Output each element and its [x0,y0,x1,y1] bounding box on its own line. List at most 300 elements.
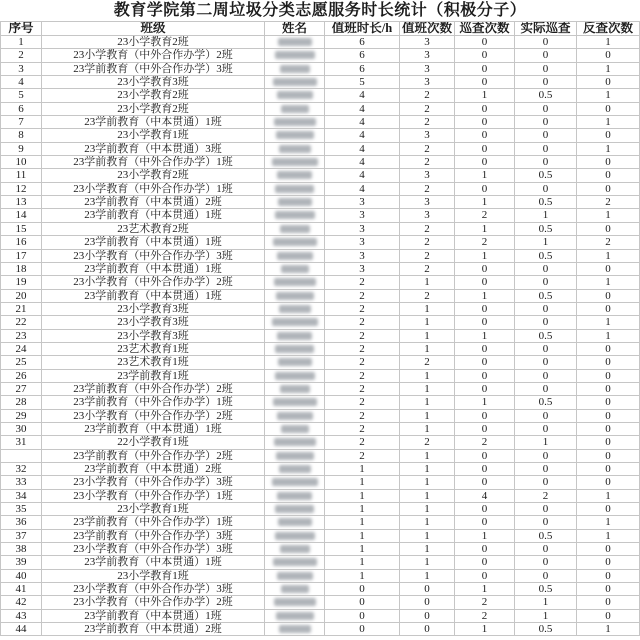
duty-hours-cell: 1 [325,476,400,489]
duty-count-cell: 2 [400,356,455,369]
class-cell: 23学前教育（中外合作办学）1班 [42,516,265,529]
recheck-count-cell: 0 [577,356,640,369]
recheck-count-cell: 1 [577,330,640,343]
table-row [0,543,640,556]
class-cell: 23学前教育（中外合作办学）3班 [42,530,265,543]
table-row [0,143,640,156]
class-cell: 23学前教育（中外合作办学）1班 [42,396,265,409]
duty-count-cell: 1 [400,423,455,436]
patrol-count-cell: 1 [455,250,515,263]
patrol-count-cell: 0 [455,343,515,356]
row-index-cell: 28 [0,396,42,409]
name-cell [265,556,325,569]
row-index-cell: 34 [0,490,42,503]
actual-patrol-cell: 2 [515,490,577,503]
class-cell: 23学前教育（中本贯通）2班 [42,196,265,209]
patrol-count-cell: 2 [455,596,515,609]
duty-hours-cell: 2 [325,330,400,343]
row-index-cell: 35 [0,503,42,516]
patrol-count-cell: 0 [455,570,515,583]
row-index-cell: 2 [0,49,42,62]
duty-hours-cell: 2 [325,396,400,409]
row-index-cell: 31 [0,436,42,449]
recheck-count-cell: 0 [577,49,640,62]
name-cell [265,36,325,49]
row-index-cell: 42 [0,596,42,609]
patrol-count-cell: 0 [455,476,515,489]
table-row [0,596,640,609]
patrol-count-cell: 1 [455,290,515,303]
table-body [0,36,640,636]
redacted-name [279,465,311,473]
row-index-cell: 8 [0,129,42,142]
redacted-name [280,545,310,553]
redacted-name [280,385,310,393]
redacted-name [272,318,318,326]
duty-count-cell: 1 [400,476,455,489]
name-cell [265,343,325,356]
duty-hours-cell: 3 [325,196,400,209]
patrol-count-cell: 1 [455,623,515,636]
class-cell: 23艺术教育1班 [42,356,265,369]
redacted-name [277,572,313,580]
row-index-cell: 12 [0,183,42,196]
actual-patrol-cell: 0 [515,423,577,436]
row-index-cell: 15 [0,223,42,236]
redacted-name [274,118,316,126]
recheck-count-cell: 0 [577,156,640,169]
actual-patrol-cell: 0 [515,263,577,276]
name-cell [265,276,325,289]
row-index-cell: 41 [0,583,42,596]
table-row [0,183,640,196]
row-index-cell [0,450,42,463]
actual-patrol-cell: 1 [515,436,577,449]
actual-patrol-cell: 1 [515,209,577,222]
patrol-count-cell: 0 [455,543,515,556]
redacted-name [275,185,314,193]
duty-count-cell: 3 [400,129,455,142]
patrol-count-cell: 0 [455,156,515,169]
recheck-count-cell: 0 [577,450,640,463]
class-cell: 23小学教育（中外合作办学）3班 [42,476,265,489]
name-cell [265,250,325,263]
row-index-cell: 16 [0,236,42,249]
row-index-cell: 25 [0,356,42,369]
row-index-cell: 10 [0,156,42,169]
duty-hours-cell: 4 [325,143,400,156]
table-row [0,250,640,263]
row-index-cell: 7 [0,116,42,129]
name-cell [265,236,325,249]
recheck-count-cell: 2 [577,196,640,209]
redacted-name [273,398,317,406]
row-index-cell: 4 [0,76,42,89]
duty-hours-cell: 2 [325,450,400,463]
duty-count-cell: 3 [400,169,455,182]
actual-patrol-cell: 0 [515,129,577,142]
table-row [0,503,640,516]
patrol-count-cell: 0 [455,116,515,129]
recheck-count-cell: 0 [577,169,640,182]
duty-count-cell: 3 [400,196,455,209]
duty-hours-cell: 0 [325,596,400,609]
actual-patrol-cell: 0 [515,570,577,583]
actual-patrol-cell: 0.5 [515,530,577,543]
recheck-count-cell: 0 [577,370,640,383]
recheck-count-cell: 0 [577,476,640,489]
table-row [0,490,640,503]
header-duty-hours: 值班时长/h [325,21,400,36]
name-cell [265,63,325,76]
name-cell [265,103,325,116]
recheck-count-cell: 0 [577,570,640,583]
recheck-count-cell: 0 [577,343,640,356]
duty-count-cell: 0 [400,623,455,636]
recheck-count-cell: 0 [577,103,640,116]
duty-hours-cell: 1 [325,556,400,569]
table-row [0,36,640,49]
row-index-cell: 9 [0,143,42,156]
table-row [0,209,640,222]
row-index-cell: 27 [0,383,42,396]
duty-count-cell: 1 [400,463,455,476]
duty-hours-cell: 2 [325,383,400,396]
class-cell: 23小学教育1班 [42,129,265,142]
recheck-count-cell: 0 [577,383,640,396]
duty-count-cell: 2 [400,103,455,116]
recheck-count-cell: 1 [577,276,640,289]
patrol-count-cell: 4 [455,490,515,503]
patrol-count-cell: 0 [455,36,515,49]
row-index-cell: 44 [0,623,42,636]
redacted-name [273,238,317,246]
actual-patrol-cell: 0.5 [515,250,577,263]
row-index-cell: 23 [0,330,42,343]
duty-hours-cell: 1 [325,570,400,583]
recheck-count-cell: 0 [577,610,640,623]
table-row [0,49,640,62]
table-header-row [0,21,640,36]
duty-count-cell: 0 [400,583,455,596]
redacted-name [276,131,314,139]
redacted-name [272,478,318,486]
table-row [0,169,640,182]
redacted-name [278,198,312,206]
row-index-cell: 20 [0,290,42,303]
duty-hours-cell: 6 [325,63,400,76]
duty-hours-cell: 4 [325,89,400,102]
class-cell: 23小学教育2班 [42,169,265,182]
class-cell: 23小学教育（中外合作办学）3班 [42,583,265,596]
name-cell [265,89,325,102]
class-cell: 23小学教育（中外合作办学）2班 [42,596,265,609]
redacted-name [280,225,310,233]
table-row [0,263,640,276]
recheck-count-cell: 0 [577,583,640,596]
name-cell [265,476,325,489]
recheck-count-cell: 0 [577,596,640,609]
actual-patrol-cell: 0 [515,463,577,476]
class-cell: 23小学教育（中外合作办学）2班 [42,410,265,423]
actual-patrol-cell: 0 [515,356,577,369]
actual-patrol-cell: 1 [515,610,577,623]
redacted-name [275,505,314,513]
row-index-cell: 33 [0,476,42,489]
header-class: 班级 [42,21,265,36]
duty-count-cell: 1 [400,410,455,423]
patrol-count-cell: 1 [455,223,515,236]
class-cell: 23小学教育2班 [42,36,265,49]
actual-patrol-cell: 0 [515,476,577,489]
redacted-name [273,78,317,86]
recheck-count-cell: 1 [577,209,640,222]
name-cell [265,503,325,516]
class-cell: 23学前教育（中本贯通）2班 [42,463,265,476]
header-duty-count: 值班次数 [400,21,455,36]
duty-count-cell: 1 [400,370,455,383]
row-index-cell: 1 [0,36,42,49]
recheck-count-cell: 0 [577,223,640,236]
class-cell: 23小学教育2班 [42,89,265,102]
row-index-cell: 18 [0,263,42,276]
class-cell: 23小学教育3班 [42,76,265,89]
patrol-count-cell: 2 [455,436,515,449]
row-index-cell: 40 [0,570,42,583]
duty-hours-cell: 3 [325,236,400,249]
duty-hours-cell: 2 [325,276,400,289]
patrol-count-cell: 0 [455,49,515,62]
actual-patrol-cell: 0.5 [515,290,577,303]
patrol-count-cell: 1 [455,583,515,596]
name-cell [265,223,325,236]
sheet-title: 教育学院第二周垃圾分类志愿服务时长统计（积极分子） [113,2,527,19]
name-cell [265,263,325,276]
name-cell [265,209,325,222]
redacted-name [274,278,316,286]
table-row [0,396,640,409]
duty-hours-cell: 1 [325,530,400,543]
recheck-count-cell: 0 [577,76,640,89]
duty-count-cell: 1 [400,490,455,503]
class-cell: 23学前教育（中外合作办学）3班 [42,63,265,76]
class-cell: 23小学教育3班 [42,316,265,329]
table-row [0,89,640,102]
class-cell: 23学前教育（中本贯通）1班 [42,423,265,436]
table-row [0,583,640,596]
duty-count-cell: 1 [400,343,455,356]
table-row [0,116,640,129]
class-cell: 23学前教育（中本贯通）1班 [42,610,265,623]
row-index-cell: 13 [0,196,42,209]
redacted-name [281,425,309,433]
table-row [0,450,640,463]
row-index-cell: 24 [0,343,42,356]
patrol-count-cell: 0 [455,63,515,76]
patrol-count-cell: 0 [455,276,515,289]
header-recheck-count: 反查次数 [577,21,640,36]
duty-count-cell: 2 [400,263,455,276]
redacted-name [276,292,314,300]
table-row [0,303,640,316]
table-row [0,290,640,303]
name-cell [265,156,325,169]
recheck-count-cell: 0 [577,410,640,423]
duty-count-cell: 1 [400,303,455,316]
patrol-count-cell: 1 [455,169,515,182]
class-cell: 23小学教育（中外合作办学）3班 [42,250,265,263]
duty-hours-cell: 1 [325,490,400,503]
duty-count-cell: 1 [400,530,455,543]
name-cell [265,463,325,476]
redacted-name [275,532,315,540]
redacted-name [278,358,312,366]
table-row [0,370,640,383]
patrol-count-cell: 0 [455,303,515,316]
class-cell: 23学前教育（中外合作办学）2班 [42,450,265,463]
class-cell: 23小学教育（中外合作办学）3班 [42,543,265,556]
duty-hours-cell: 4 [325,183,400,196]
duty-count-cell: 2 [400,236,455,249]
duty-count-cell: 2 [400,89,455,102]
row-index-cell: 5 [0,89,42,102]
patrol-count-cell: 0 [455,450,515,463]
class-cell: 23小学教育（中外合作办学）1班 [42,490,265,503]
patrol-count-cell: 0 [455,356,515,369]
redacted-name [277,171,312,179]
name-cell [265,169,325,182]
actual-patrol-cell: 0 [515,63,577,76]
patrol-count-cell: 0 [455,410,515,423]
class-cell: 23小学教育（中外合作办学）1班 [42,183,265,196]
redacted-name [277,412,313,420]
redacted-name [275,345,314,353]
duty-hours-cell: 4 [325,129,400,142]
redacted-name [276,612,314,620]
duty-count-cell: 1 [400,556,455,569]
table-row [0,316,640,329]
duty-count-cell: 2 [400,223,455,236]
duty-hours-cell: 2 [325,410,400,423]
class-cell: 23学前教育（中外合作办学）1班 [42,156,265,169]
recheck-count-cell: 0 [577,290,640,303]
redacted-name [279,625,311,633]
table-row [0,236,640,249]
table-row [0,223,640,236]
actual-patrol-cell: 0.5 [515,330,577,343]
recheck-count-cell: 1 [577,89,640,102]
actual-patrol-cell: 0 [515,516,577,529]
patrol-count-cell: 0 [455,516,515,529]
patrol-count-cell: 0 [455,143,515,156]
table-row [0,516,640,529]
patrol-count-cell: 1 [455,396,515,409]
class-cell: 23学前教育1班 [42,370,265,383]
class-cell: 23小学教育（中外合作办学）2班 [42,49,265,62]
name-cell [265,356,325,369]
class-cell: 23艺术教育1班 [42,343,265,356]
row-index-cell: 38 [0,543,42,556]
recheck-count-cell: 0 [577,556,640,569]
row-index-cell: 39 [0,556,42,569]
recheck-count-cell: 1 [577,490,640,503]
duty-hours-cell: 1 [325,463,400,476]
class-cell: 23学前教育（中本贯通）1班 [42,290,265,303]
actual-patrol-cell: 0 [515,36,577,49]
name-cell [265,516,325,529]
duty-hours-cell: 2 [325,356,400,369]
name-cell [265,370,325,383]
row-index-cell: 29 [0,410,42,423]
patrol-count-cell: 1 [455,530,515,543]
duty-hours-cell: 4 [325,169,400,182]
class-cell: 23小学教育1班 [42,570,265,583]
actual-patrol-cell: 0.5 [515,396,577,409]
table-row [0,423,640,436]
name-cell [265,316,325,329]
name-cell [265,410,325,423]
duty-hours-cell: 2 [325,290,400,303]
actual-patrol-cell: 0 [515,103,577,116]
patrol-count-cell: 0 [455,263,515,276]
duty-count-cell: 3 [400,76,455,89]
duty-count-cell: 1 [400,543,455,556]
duty-hours-cell: 2 [325,370,400,383]
actual-patrol-cell: 0 [515,76,577,89]
duty-count-cell: 1 [400,503,455,516]
duty-count-cell: 2 [400,290,455,303]
table-row [0,570,640,583]
actual-patrol-cell: 0.5 [515,196,577,209]
recheck-count-cell: 1 [577,143,640,156]
table-row [0,476,640,489]
duty-count-cell: 1 [400,396,455,409]
patrol-count-cell: 0 [455,503,515,516]
duty-hours-cell: 3 [325,209,400,222]
redacted-name [281,585,309,593]
patrol-count-cell: 0 [455,76,515,89]
recheck-count-cell: 1 [577,530,640,543]
class-cell: 23学前教育（中本贯通）1班 [42,116,265,129]
table-row [0,129,640,142]
name-cell [265,116,325,129]
actual-patrol-cell: 0 [515,383,577,396]
name-cell [265,570,325,583]
class-cell: 23小学教育1班 [42,503,265,516]
patrol-count-cell: 2 [455,236,515,249]
header-actual-patrol: 实际巡查 [515,21,577,36]
table-row [0,103,640,116]
redacted-name [279,305,311,313]
duty-hours-cell: 5 [325,76,400,89]
recheck-count-cell: 1 [577,516,640,529]
recheck-count-cell: 0 [577,436,640,449]
duty-count-cell: 0 [400,596,455,609]
row-index-cell: 30 [0,423,42,436]
table-row [0,436,640,449]
class-cell: 23小学教育3班 [42,303,265,316]
name-cell [265,423,325,436]
table-row [0,610,640,623]
row-index-cell: 19 [0,276,42,289]
recheck-count-cell: 0 [577,129,640,142]
duty-hours-cell: 0 [325,610,400,623]
name-cell [265,49,325,62]
recheck-count-cell: 0 [577,423,640,436]
name-cell [265,303,325,316]
patrol-count-cell: 0 [455,316,515,329]
table-row [0,356,640,369]
